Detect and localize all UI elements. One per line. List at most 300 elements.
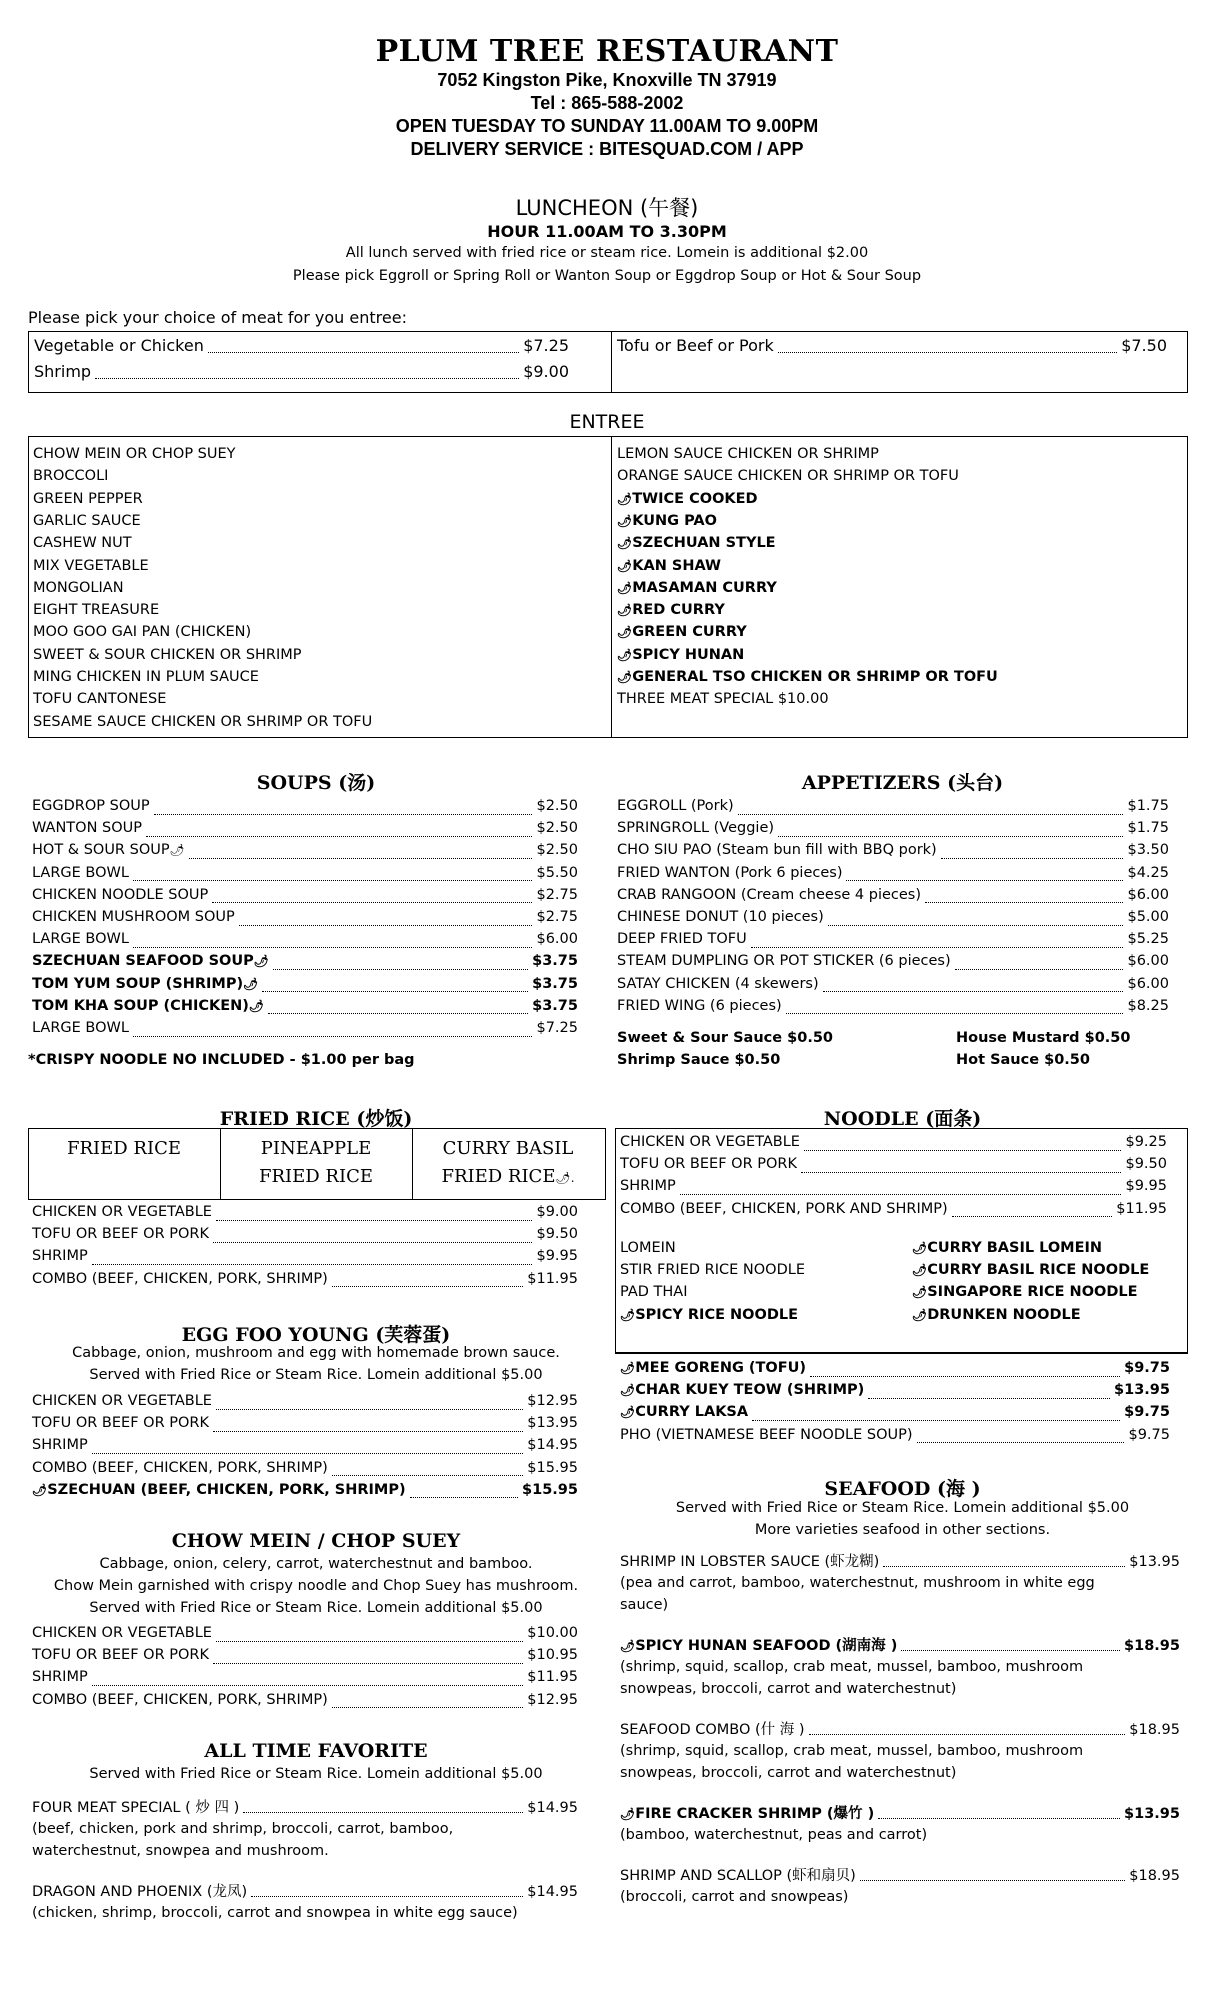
leader-dots bbox=[680, 1184, 1122, 1195]
item-price: $13.95 bbox=[1129, 1554, 1180, 1570]
fried-rice-type-curry-basil-sub bbox=[412, 1166, 604, 1187]
item-price: $13.95 bbox=[1124, 1806, 1180, 1822]
item-name: CHO SIU PAO (Steam bun fill with BBQ pork) bbox=[617, 842, 937, 859]
menu-item-row bbox=[620, 1178, 1167, 1200]
item-price: $9.75 bbox=[1124, 1360, 1170, 1376]
item-label: GARLIC SAUCE bbox=[33, 512, 141, 529]
item-name: LARGE BOWL bbox=[32, 931, 129, 948]
item-price: $2.75 bbox=[536, 909, 578, 925]
leader-dots bbox=[208, 342, 519, 353]
item-price: $15.95 bbox=[527, 1459, 578, 1476]
menu-item-row bbox=[32, 1248, 578, 1270]
leader-dots bbox=[752, 1410, 1120, 1421]
menu-list-item bbox=[33, 669, 259, 685]
leader-dots bbox=[410, 1487, 518, 1498]
item-name: CHAR KUEY TEOW (SHRIMP) bbox=[635, 1382, 865, 1399]
luncheon-title: LUNCHEON (午餐) bbox=[515, 196, 699, 220]
menu-list-item bbox=[617, 535, 776, 551]
item-label: PAD THAI bbox=[620, 1284, 688, 1301]
menu-item-row bbox=[617, 887, 1169, 909]
item-name: Tofu or Beef or Pork bbox=[617, 336, 774, 355]
item-label: CHOW MEIN OR CHOP SUEY bbox=[33, 446, 236, 462]
menu-item-row bbox=[32, 1482, 578, 1504]
menu-item-row bbox=[620, 1382, 1170, 1404]
leader-dots bbox=[738, 804, 1124, 815]
menu-item-row bbox=[32, 842, 578, 864]
menu-item-row bbox=[617, 820, 1169, 842]
item-name: EGGDROP SOUP bbox=[32, 798, 150, 814]
item-price: $5.25 bbox=[1127, 931, 1169, 948]
menu-list-item bbox=[620, 1262, 805, 1278]
pepper-icon: 🌶 bbox=[620, 1807, 636, 1821]
item-name: CHICKEN MUSHROOM SOUP bbox=[32, 909, 235, 925]
leader-dots bbox=[955, 959, 1124, 970]
item-name: TOFU OR BEEF OR PORK bbox=[32, 1415, 209, 1432]
item-label: SWEET & SOUR CHICKEN OR SHRIMP bbox=[33, 646, 302, 663]
item-name: CHICKEN OR VEGETABLE bbox=[32, 1393, 212, 1409]
opening-hours: OPEN TUESDAY TO SUNDAY 11.00AM TO 9.00PM bbox=[395, 116, 819, 136]
fried-rice-type-pineapple: PINEAPPLE bbox=[260, 1138, 372, 1159]
pepper-icon: 🌶 bbox=[169, 843, 185, 858]
menu-item-row bbox=[32, 1880, 578, 1902]
item-name: SHRIMP AND SCALLOP (虾和扇贝) bbox=[620, 1868, 856, 1884]
item-name: FIRE CRACKER SHRIMP (爆竹 ) bbox=[635, 1806, 875, 1822]
leader-dots bbox=[251, 1886, 523, 1897]
menu-item-row bbox=[617, 998, 1169, 1020]
menu-list-item bbox=[33, 491, 143, 507]
leader-dots bbox=[146, 826, 532, 837]
leader-dots bbox=[154, 804, 533, 815]
item-description: (beef, chicken, pork and shrimp, broccoli, carrot, bamboo, waterchestnut, snowpea and mushroom. bbox=[32, 1821, 454, 1859]
item-price: $13.95 bbox=[527, 1415, 578, 1432]
item-price: $2.75 bbox=[536, 886, 578, 903]
luncheon-note-choice: Please pick Eggroll or Spring Roll or Wanton Soup or Eggdrop Soup or Hot & Sour Soup bbox=[292, 268, 922, 284]
fried-rice-type-label: FRIED RICE bbox=[441, 1166, 556, 1187]
menu-item-row bbox=[617, 798, 1169, 820]
leader-dots bbox=[133, 1026, 533, 1037]
item-price: $9.75 bbox=[1128, 1426, 1170, 1443]
leader-dots bbox=[216, 1210, 533, 1221]
item-name: DEEP FRIED TOFU bbox=[617, 931, 747, 948]
leader-dots bbox=[846, 870, 1123, 881]
item-name: DRAGON AND PHOENIX (龙凤) bbox=[32, 1884, 248, 1900]
item-label: CASHEW NUT bbox=[33, 535, 132, 552]
leader-dots bbox=[216, 1631, 523, 1642]
leader-dots bbox=[941, 848, 1124, 859]
item-price: $2.50 bbox=[536, 798, 578, 814]
menu-item-row bbox=[32, 1393, 578, 1415]
item-label: LEMON SAUCE CHICKEN OR SHRIMP bbox=[617, 446, 879, 462]
item-label: DRUNKEN NOODLE bbox=[927, 1306, 1081, 1323]
item-price: $6.00 bbox=[536, 931, 578, 948]
item-price: $18.95 bbox=[1124, 1638, 1180, 1654]
item-description: (pea and carrot, bamboo, waterchestnut, mushroom in white egg sauce) bbox=[620, 1575, 1095, 1613]
leader-dots bbox=[95, 368, 519, 379]
menu-item-row bbox=[32, 1692, 578, 1714]
item-name: TOFU OR BEEF OR PORK bbox=[32, 1226, 209, 1243]
menu-list-item bbox=[33, 647, 302, 663]
pepper-icon: 🌶 bbox=[620, 1639, 636, 1653]
menu-list-item bbox=[912, 1307, 1081, 1323]
entree-box bbox=[28, 436, 1188, 738]
fried-rice-type-pineapple-sub: FRIED RICE bbox=[258, 1166, 374, 1187]
item-label: LOMEIN bbox=[620, 1240, 676, 1256]
item-name: EGGROLL (Pork) bbox=[617, 798, 734, 814]
menu-item-row bbox=[32, 1204, 578, 1226]
item-label: GREEN CURRY bbox=[632, 624, 747, 641]
phone: Tel : 865-588-2002 bbox=[530, 93, 684, 113]
leader-dots bbox=[92, 1443, 524, 1454]
item-price: $15.95 bbox=[522, 1481, 578, 1498]
menu-item-row bbox=[32, 1271, 578, 1293]
item-name: SHRIMP bbox=[32, 1669, 88, 1686]
leader-dots bbox=[751, 937, 1124, 948]
menu-item-row bbox=[620, 1201, 1167, 1223]
pepper-icon: 🌶 bbox=[617, 536, 633, 551]
sauce-hot: Hot Sauce $0.50 bbox=[956, 1052, 1090, 1068]
menu-item-row bbox=[617, 842, 1169, 864]
menu-item-row bbox=[617, 909, 1169, 931]
item-price: $9.25 bbox=[1125, 1134, 1167, 1150]
menu-list-item bbox=[33, 624, 251, 640]
menu-item-row bbox=[32, 1669, 578, 1691]
item-name: SPRINGROLL (Veggie) bbox=[617, 820, 775, 837]
menu-item-row bbox=[32, 909, 578, 931]
item-label: MONGOLIAN bbox=[33, 579, 124, 596]
pepper-icon: 🌶 bbox=[620, 1307, 636, 1322]
pepper-icon: 🌶 bbox=[912, 1263, 928, 1278]
menu-item-row bbox=[620, 1718, 1180, 1740]
pepper-icon: 🌶 bbox=[617, 647, 633, 662]
item-name: CHICKEN OR VEGETABLE bbox=[620, 1134, 800, 1150]
menu-list-item bbox=[620, 1240, 676, 1256]
item-price: $18.95 bbox=[1129, 1722, 1180, 1738]
sauce-house-mustard: House Mustard $0.50 bbox=[956, 1030, 1131, 1046]
menu-list-item bbox=[33, 558, 149, 574]
leader-dots bbox=[809, 1724, 1126, 1735]
menu-list-item bbox=[620, 1284, 687, 1300]
menu-item-row bbox=[620, 1550, 1180, 1572]
item-price: $6.00 bbox=[1127, 886, 1169, 903]
leader-dots bbox=[804, 1140, 1122, 1151]
menu-item-row bbox=[32, 1226, 578, 1248]
item-name: CRAB RANGOON (Cream cheese 4 pieces) bbox=[617, 886, 922, 903]
menu-item-row bbox=[32, 1460, 578, 1482]
item-name: CHICKEN OR VEGETABLE bbox=[32, 1204, 212, 1220]
item-name: TOM KHA SOUP (CHICKEN) bbox=[32, 997, 249, 1014]
menu-item-row bbox=[620, 1156, 1167, 1178]
item-label: RED CURRY bbox=[632, 602, 725, 619]
item-price: $10.00 bbox=[527, 1625, 578, 1641]
menu-list-item bbox=[33, 468, 108, 484]
item-price: $7.25 bbox=[523, 336, 569, 355]
item-price: $12.95 bbox=[527, 1691, 578, 1708]
leader-dots bbox=[332, 1697, 524, 1708]
pepper-icon: 🌶 bbox=[253, 954, 269, 969]
item-label: GENERAL TSO CHICKEN OR SHRIMP OR TOFU bbox=[632, 669, 998, 685]
menu-item-row bbox=[620, 1634, 1180, 1656]
menu-list-item bbox=[617, 624, 747, 640]
item-price: $5.50 bbox=[536, 864, 578, 881]
item-name: TOM YUM SOUP (SHRIMP) bbox=[32, 975, 244, 992]
item-price: $1.75 bbox=[1127, 798, 1169, 814]
item-label: KAN SHAW bbox=[632, 557, 722, 574]
menu-item-row bbox=[620, 1427, 1170, 1449]
menu-item-row bbox=[617, 931, 1169, 953]
menu-list-item bbox=[912, 1262, 1149, 1278]
menu-item-row bbox=[32, 820, 578, 842]
item-price: $6.00 bbox=[1127, 953, 1169, 970]
leader-dots bbox=[878, 1808, 1120, 1819]
address: 7052 Kingston Pike, Knoxville TN 37919 bbox=[437, 70, 777, 90]
item-name: SHRIMP bbox=[32, 1248, 88, 1265]
leader-dots bbox=[778, 826, 1123, 837]
item-name: COMBO (BEEF, CHICKEN, PORK AND SHRIMP) bbox=[620, 1200, 948, 1217]
item-label: MOO GOO GAI PAN (CHICKEN) bbox=[33, 624, 252, 641]
leader-dots bbox=[823, 981, 1124, 992]
item-label: MASAMAN CURRY bbox=[632, 579, 777, 596]
pepper-icon: 🌶 bbox=[243, 976, 259, 991]
menu-item-row bbox=[32, 1415, 578, 1437]
item-label: BROCCOLI bbox=[33, 468, 109, 485]
leader-dots bbox=[810, 1366, 1120, 1377]
item-label: THREE MEAT SPECIAL $10.00 bbox=[617, 691, 829, 708]
leader-dots bbox=[216, 1399, 523, 1410]
menu-list-item bbox=[617, 491, 758, 507]
item-name: SPICY HUNAN SEAFOOD (湖南海 ) bbox=[635, 1638, 898, 1654]
item-price: $7.50 bbox=[1121, 336, 1167, 355]
pepper-icon: 🌶 bbox=[617, 670, 633, 684]
leader-dots bbox=[952, 1206, 1113, 1217]
menu-item-row bbox=[32, 953, 578, 975]
item-price: $9.50 bbox=[536, 1226, 578, 1243]
fried-rice-title: FRIED RICE (炒饭) bbox=[219, 1108, 413, 1130]
leader-dots bbox=[133, 870, 533, 881]
item-name: SZECHUAN SEAFOOD SOUP bbox=[32, 953, 254, 970]
item-description: (broccoli, carrot and snowpeas) bbox=[620, 1889, 849, 1905]
pepper-icon: 🌶 bbox=[617, 580, 633, 595]
item-price: $13.95 bbox=[1114, 1382, 1170, 1399]
menu-item-row bbox=[32, 931, 578, 953]
menu-item-row bbox=[32, 976, 578, 998]
item-label: SESAME SAUCE CHICKEN OR SHRIMP OR TOFU bbox=[33, 713, 373, 730]
menu-list-item bbox=[33, 580, 124, 596]
item-name: SHRIMP bbox=[32, 1437, 88, 1454]
pepper-icon: 🌶 bbox=[617, 491, 633, 506]
chow-mein-note: Cabbage, onion, celery, carrot, waterchestnut and bamboo. bbox=[99, 1556, 533, 1572]
item-name: Shrimp bbox=[34, 362, 92, 381]
menu-list-item bbox=[33, 535, 132, 551]
fried-rice-type-plain: FRIED RICE bbox=[66, 1138, 182, 1159]
menu-item-row bbox=[32, 998, 578, 1020]
noodle-divider bbox=[615, 1352, 1188, 1354]
pepper-icon: 🌶 bbox=[620, 1361, 636, 1375]
menu-item-row bbox=[32, 1020, 578, 1042]
item-label: KUNG PAO bbox=[632, 512, 717, 529]
pepper-icon: 🌶 bbox=[617, 513, 633, 528]
item-label: MIX VEGETABLE bbox=[33, 557, 149, 574]
menu-list-item bbox=[33, 513, 141, 529]
menu-list-item bbox=[33, 602, 159, 618]
item-name: LARGE BOWL bbox=[32, 864, 129, 881]
item-name: Vegetable or Chicken bbox=[34, 336, 204, 355]
leader-dots bbox=[273, 959, 528, 970]
leader-dots bbox=[243, 1802, 523, 1813]
item-name: SHRIMP IN LOBSTER SAUCE (虾龙糊) bbox=[620, 1554, 880, 1570]
item-name: SHRIMP bbox=[620, 1178, 676, 1195]
sauce-shrimp: Shrimp Sauce $0.50 bbox=[617, 1052, 781, 1068]
item-price: $12.95 bbox=[527, 1393, 578, 1409]
item-name: CHICKEN NOODLE SOUP bbox=[32, 886, 209, 903]
lunch-price-divider bbox=[611, 331, 612, 392]
leader-dots bbox=[92, 1254, 533, 1265]
menu-item-row bbox=[32, 1437, 578, 1459]
menu-list-item bbox=[617, 602, 725, 618]
item-label: EIGHT TREASURE bbox=[33, 602, 160, 619]
menu-item-row bbox=[620, 1802, 1180, 1824]
delivery-service: DELIVERY SERVICE : BITESQUAD.COM / APP bbox=[410, 139, 804, 159]
leader-dots bbox=[778, 342, 1117, 353]
menu-list-item bbox=[33, 714, 372, 730]
item-price: $10.95 bbox=[527, 1647, 578, 1664]
item-price: $3.75 bbox=[532, 953, 578, 970]
item-description: (chicken, shrimp, broccoli, carrot and snowpea in white egg sauce) bbox=[32, 1905, 518, 1921]
pepper-icon: 🌶 bbox=[248, 998, 265, 1013]
appetizers-title: APPETIZERS (头台) bbox=[801, 772, 1004, 794]
leader-dots bbox=[332, 1276, 524, 1287]
item-price: $1.75 bbox=[1127, 820, 1169, 837]
item-price: $3.75 bbox=[532, 997, 578, 1014]
leader-dots bbox=[860, 1870, 1125, 1881]
item-name: HOT & SOUR SOUP bbox=[32, 842, 170, 859]
item-label: SINGAPORE RICE NOODLE bbox=[927, 1284, 1138, 1301]
item-label: ORANGE SAUCE CHICKEN OR SHRIMP OR TOFU bbox=[617, 468, 959, 485]
item-price: $2.50 bbox=[536, 842, 578, 859]
egg-foo-young-note: Served with Fried Rice or Steam Rice. Lomein additional $5.00 bbox=[89, 1367, 543, 1383]
item-label: GREEN PEPPER bbox=[33, 490, 143, 507]
menu-list-item bbox=[33, 446, 236, 462]
item-price: $5.00 bbox=[1127, 909, 1169, 925]
leader-dots bbox=[212, 892, 532, 903]
menu-list-item bbox=[617, 647, 744, 663]
item-price: $9.50 bbox=[1125, 1156, 1167, 1173]
item-price: $14.95 bbox=[527, 1800, 578, 1816]
leader-dots bbox=[262, 981, 528, 992]
item-name: SATAY CHICKEN (4 skewers) bbox=[617, 975, 819, 992]
menu-list-item bbox=[620, 1307, 798, 1323]
menu-list-item bbox=[912, 1284, 1138, 1300]
item-price: $7.25 bbox=[536, 1020, 578, 1036]
item-label: CURRY BASIL LOMEIN bbox=[927, 1240, 1103, 1256]
item-name: SEAFOOD COMBO (什 海 ) bbox=[620, 1722, 805, 1738]
menu-list-item bbox=[617, 468, 959, 484]
item-label: CURRY BASIL RICE NOODLE bbox=[927, 1262, 1150, 1279]
item-name: TOFU OR BEEF OR PORK bbox=[32, 1647, 209, 1664]
menu-item-row bbox=[617, 953, 1169, 975]
item-description: (bamboo, waterchestnut, peas and carrot) bbox=[620, 1827, 928, 1843]
item-price: $11.95 bbox=[527, 1270, 578, 1287]
menu-list-item bbox=[33, 691, 166, 707]
item-price: $18.95 bbox=[1129, 1868, 1180, 1884]
leader-dots bbox=[189, 848, 533, 859]
item-name: SZECHUAN (BEEF, CHICKEN, PORK, SHRIMP) bbox=[47, 1481, 406, 1498]
item-price: $9.95 bbox=[536, 1248, 578, 1265]
luncheon-note-rice: All lunch served with fried rice or steam rice. Lomein is additional $2.00 bbox=[345, 245, 869, 261]
leader-dots bbox=[239, 915, 533, 926]
item-price: $9.95 bbox=[1125, 1178, 1167, 1195]
luncheon-hours: HOUR 11.00AM TO 3.30PM bbox=[487, 222, 727, 241]
item-label: SPICY HUNAN bbox=[632, 646, 745, 663]
sauce-sweet-sour: Sweet & Sour Sauce $0.50 bbox=[617, 1030, 833, 1046]
item-name: CHICKEN OR VEGETABLE bbox=[32, 1625, 212, 1641]
menu-list-item bbox=[912, 1240, 1102, 1256]
item-price: $11.95 bbox=[1116, 1200, 1167, 1217]
lunch-price-row bbox=[617, 336, 1167, 358]
pepper-icon: 🌶 bbox=[620, 1405, 636, 1420]
all-time-title: ALL TIME FAVORITE bbox=[204, 1740, 428, 1762]
noodle-title: NOODLE (面条) bbox=[823, 1108, 982, 1130]
item-name: PHO (VIETNAMESE BEEF NOODLE SOUP) bbox=[620, 1426, 913, 1443]
leader-dots bbox=[828, 915, 1124, 926]
item-name: STEAM DUMPLING OR POT STICKER (6 pieces) bbox=[617, 953, 951, 970]
leader-dots bbox=[868, 1388, 1110, 1399]
pepper-icon: 🌶. bbox=[555, 1171, 575, 1185]
menu-list-item bbox=[617, 580, 777, 596]
item-name: WANTON SOUP bbox=[32, 820, 143, 837]
menu-list-item bbox=[617, 446, 879, 462]
item-price: $9.75 bbox=[1124, 1404, 1170, 1421]
item-name: MEE GORENG (TOFU) bbox=[635, 1360, 807, 1376]
item-label: TWICE COOKED bbox=[632, 490, 758, 507]
egg-foo-young-note: Cabbage, onion, mushroom and egg with homemade brown sauce. bbox=[72, 1345, 560, 1361]
item-price: $14.95 bbox=[527, 1437, 578, 1454]
chow-mein-note: Served with Fried Rice or Steam Rice. Lomein additional $5.00 bbox=[89, 1600, 543, 1616]
menu-item-row bbox=[32, 798, 578, 820]
pepper-icon: 🌶 bbox=[912, 1241, 928, 1255]
menu-item-row bbox=[620, 1360, 1170, 1382]
leader-dots bbox=[786, 1003, 1124, 1014]
item-price: $9.00 bbox=[536, 1204, 578, 1220]
menu-item-row bbox=[32, 1625, 578, 1647]
egg-foo-young-title: EGG FOO YOUNG (芙蓉蛋) bbox=[181, 1324, 451, 1346]
seafood-note: Served with Fried Rice or Steam Rice. Lomein additional $5.00 bbox=[675, 1500, 1130, 1516]
pepper-icon: 🌶 bbox=[32, 1482, 48, 1497]
item-label: SPICY RICE NOODLE bbox=[635, 1306, 799, 1323]
leader-dots bbox=[213, 1232, 532, 1243]
entree-divider bbox=[611, 436, 612, 737]
item-price: $14.95 bbox=[527, 1884, 578, 1900]
leader-dots bbox=[133, 937, 533, 948]
menu-list-item bbox=[617, 669, 998, 685]
item-description: (shrimp, squid, scallop, crab meat, mussel, bamboo, mushroom snowpeas, broccoli, carrot and waterchestnut) bbox=[620, 1743, 1084, 1781]
item-label: MING CHICKEN IN PLUM SAUCE bbox=[33, 669, 259, 685]
item-price: $2.50 bbox=[536, 820, 578, 837]
item-name: FOUR MEAT SPECIAL ( 炒 四 ) bbox=[32, 1800, 240, 1816]
menu-list-item bbox=[617, 513, 717, 529]
leader-dots bbox=[901, 1640, 1120, 1651]
item-name: LARGE BOWL bbox=[32, 1020, 129, 1036]
menu-list-item bbox=[617, 558, 721, 574]
item-price: $9.00 bbox=[523, 362, 569, 381]
item-price: $3.75 bbox=[532, 975, 578, 992]
item-name: CURRY LAKSA bbox=[635, 1404, 749, 1421]
item-label: SZECHUAN STYLE bbox=[632, 535, 776, 552]
item-name: COMBO (BEEF, CHICKEN, PORK, SHRIMP) bbox=[32, 1459, 328, 1476]
entree-title: ENTREE bbox=[569, 411, 645, 433]
soups-note: *CRISPY NOODLE NO INCLUDED - $1.00 per bag bbox=[28, 1052, 415, 1068]
chow-mein-title: CHOW MEIN / CHOP SUEY bbox=[171, 1530, 461, 1552]
item-name: COMBO (BEEF, CHICKEN, PORK, SHRIMP) bbox=[32, 1270, 328, 1287]
